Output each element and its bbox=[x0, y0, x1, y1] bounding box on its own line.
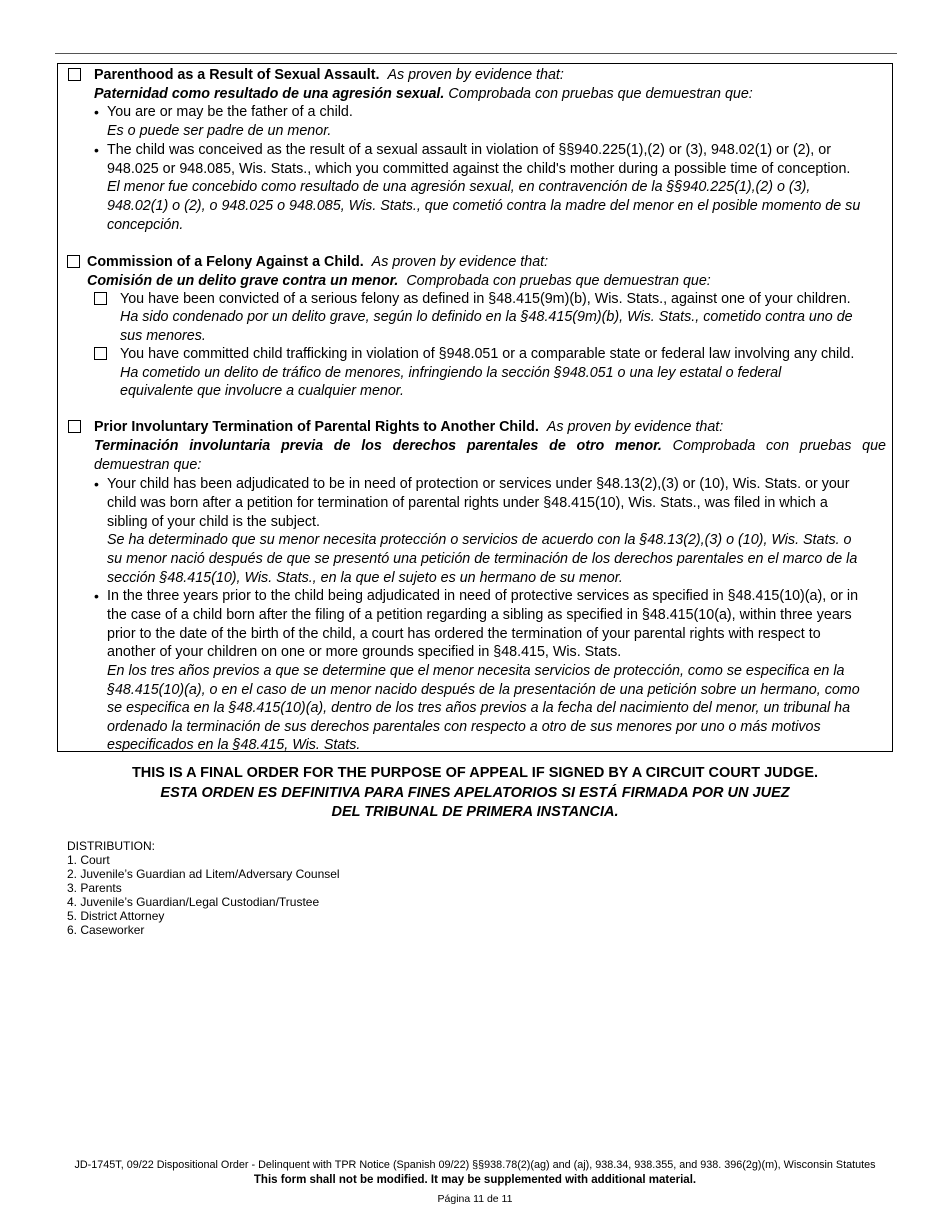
distribution-item: 1. Court bbox=[67, 853, 110, 867]
prior-item-1-en-3: sibling of your child is the subject. bbox=[107, 514, 320, 530]
top-rule bbox=[55, 53, 897, 54]
distribution-heading: DISTRIBUTION: bbox=[67, 839, 156, 853]
distribution-item: 4. Juvenile’s Guardian/Legal Custodian/Trustee bbox=[67, 895, 320, 909]
bullet: • bbox=[94, 588, 99, 604]
final-order-es-1: ESTA ORDEN ES DEFINITIVA PARA FINES APELATORIOS SI ESTÁ FIRMADA POR UN JUEZ bbox=[160, 785, 790, 801]
prior-checkbox[interactable] bbox=[68, 420, 81, 433]
parenthood-heading-en bbox=[94, 66, 564, 84]
final-order-es-2: DEL TRIBUNAL DE PRIMERA INSTANCIA. bbox=[331, 804, 619, 820]
prior-title-es: Terminación involuntaria previa de los derechos parentales de otro menor. bbox=[94, 438, 662, 454]
felony-intro-en: As proven by evidence that: bbox=[371, 254, 549, 270]
felony-title-en: Commission of a Felony Against a Child. bbox=[87, 254, 364, 270]
bullet: • bbox=[94, 142, 99, 158]
prior-item-2-es-1: En los tres años previos a que se determine que el menor necesita servicios de protección, como se especifica en la bbox=[107, 663, 845, 679]
prior-item-1-es-1: Se ha determinado que su menor necesita protección o servicios de acuerdo con la §48.13(2),(3) o (10), Wis. Stats. o bbox=[107, 532, 852, 548]
bullet: • bbox=[94, 104, 99, 120]
distribution-item: 3. Parents bbox=[67, 881, 122, 895]
parenthood-heading-es bbox=[94, 85, 753, 103]
prior-item-2-en-2: the case of a child born after the filing of a petition regarding a sibling as specified in §48.415(10(a), within three years bbox=[107, 607, 852, 623]
felony-item-2-checkbox[interactable] bbox=[94, 347, 107, 360]
felony-item-1-en: You have been convicted of a serious felony as defined in §48.415(9m)(b), Wis. Stats., against one of your children. bbox=[120, 291, 851, 307]
felony-heading-en bbox=[87, 253, 548, 271]
prior-item-2-es-3: se especifica en la §48.415(10)(a), dentro de los tres años previos a la fecha del nacimiento del menor, un tribunal ha bbox=[107, 700, 851, 716]
felony-item-2-en: You have committed child trafficking in violation of §948.051 or a comparable state or federal law involving any child. bbox=[120, 346, 855, 362]
felony-item-2-es-1: Ha cometido un delito de tráfico de menores, infringiendo la sección §948.051 o una ley estatal o federal bbox=[120, 365, 782, 381]
parenthood-intro-en: As proven by evidence that: bbox=[387, 67, 564, 83]
prior-item-2-es-4: ordenado la terminación de sus derechos parentales con respecto a otro de sus menores por uno o más motivos bbox=[107, 719, 821, 735]
felony-intro-es: Comprobada con pruebas que demuestran que: bbox=[406, 273, 711, 289]
parenthood-intro-es: Comprobada con pruebas que demuestran que: bbox=[448, 86, 753, 102]
parenthood-item-2-es-3: concepción. bbox=[107, 217, 184, 233]
parenthood-title-en: Parenthood as a Result of Sexual Assault. bbox=[94, 67, 380, 83]
felony-item-1-checkbox[interactable] bbox=[94, 292, 107, 305]
distribution-item: 6. Caseworker bbox=[67, 923, 145, 937]
distribution-item: 5. District Attorney bbox=[67, 909, 165, 923]
prior-item-1-en-2: child was born after a petition for termination of parental rights under §48.415(10), Wis. Stats., was filed in which a bbox=[107, 495, 828, 511]
parenthood-item-1-es: Es o puede ser padre de un menor. bbox=[107, 123, 332, 139]
prior-title-en: Prior Involuntary Termination of Parental Rights to Another Child. bbox=[94, 419, 539, 435]
distribution-item: 2. Juvenile’s Guardian ad Litem/Adversary Counsel bbox=[67, 867, 340, 881]
final-order-en: THIS IS A FINAL ORDER FOR THE PURPOSE OF APPEAL IF SIGNED BY A CIRCUIT COURT JUDGE. bbox=[131, 765, 819, 781]
prior-item-2-es-2: §48.415(10)(a), o en el caso de un menor nacido después de la presentación de una petición sobre un hermano, como bbox=[107, 682, 860, 698]
parenthood-item-2-en-1: The child was conceived as the result of a sexual assault in violation of §§940.225(1),(2) or (3), 948.02(1) or (2), or bbox=[107, 142, 831, 158]
parenthood-item-2-es-1: El menor fue concebido como resultado de una agresión sexual, en contravención de la §§940.225(1),(2) o (3), bbox=[107, 179, 811, 195]
felony-item-1-es-2: sus menores. bbox=[120, 328, 206, 344]
felony-checkbox[interactable] bbox=[67, 255, 80, 268]
footer-page-number: Página 11 de 11 bbox=[437, 1193, 513, 1205]
prior-item-2-en-1: In the three years prior to the child being adjudicated in need of protective services as specified in §48.415(10)(a), or in bbox=[107, 588, 859, 604]
parenthood-checkbox[interactable] bbox=[68, 68, 81, 81]
prior-item-2-en-4: another of your children on one or more grounds specified in §48.415, Wis. Stats. bbox=[107, 644, 622, 660]
parenthood-item-2-en-2: 948.025 or 948.085, Wis. Stats., which you committed against the child's mother during a possible time of conception. bbox=[107, 161, 851, 177]
prior-item-2-en-3: prior to the date of the birth of the child, a court has ordered the termination of your parental rights with respect to bbox=[107, 626, 821, 642]
prior-item-1-en-1: Your child has been adjudicated to be in need of protection or services under §48.13(2),(3) or (10), Wis. Stats. or your bbox=[107, 476, 850, 492]
parenthood-item-1-en: You are or may be the father of a child. bbox=[107, 104, 353, 120]
prior-intro-es-2: demuestran que: bbox=[94, 457, 202, 473]
parenthood-title-es: Paternidad como resultado de una agresión sexual. bbox=[94, 86, 445, 102]
prior-intro-en: As proven by evidence that: bbox=[546, 419, 724, 435]
felony-title-es: Comisión de un delito grave contra un menor. bbox=[87, 273, 399, 289]
prior-heading-es bbox=[94, 437, 886, 455]
prior-item-1-es-3: sección §48.415(10), Wis. Stats., en la que el sujeto es un hermano de su menor. bbox=[107, 570, 623, 586]
felony-item-1-es-1: Ha sido condenado por un delito grave, según lo definido en la §48.415(9m)(b), Wis. Stats., cometido contra uno de bbox=[120, 309, 853, 325]
footer-form-info: JD-1745T, 09/22 Dispositional Order - Delinquent with TPR Notice (Spanish 09/22) §§938.78(2)(ag) and (aj), 938.34, 938.355, and 938. 396(2g)(m), Wisconsin Statutes bbox=[74, 1159, 876, 1171]
parenthood-item-2-es-2: 948.02(1) o (2), o 948.025 o 948.085, Wis. Stats., que cometió contra la madre del menor en el posible momento de su bbox=[107, 198, 861, 214]
prior-item-1-es-2: su menor nació después de que se presentó una petición de terminación de los derechos parentales en el marco de la bbox=[107, 551, 858, 567]
felony-heading-es bbox=[87, 272, 711, 290]
prior-heading-en bbox=[94, 418, 723, 436]
felony-item-2-es-2: equivalente que involucre a cualquier menor. bbox=[120, 383, 404, 399]
footer-notice: This form shall not be modified. It may be supplemented with additional material. bbox=[253, 1174, 697, 1186]
prior-item-2-es-5: especificados en la §48.415, Wis. Stats. bbox=[107, 737, 361, 753]
bullet: • bbox=[94, 476, 99, 492]
prior-intro-es: Comprobada con pruebas que bbox=[672, 438, 887, 454]
